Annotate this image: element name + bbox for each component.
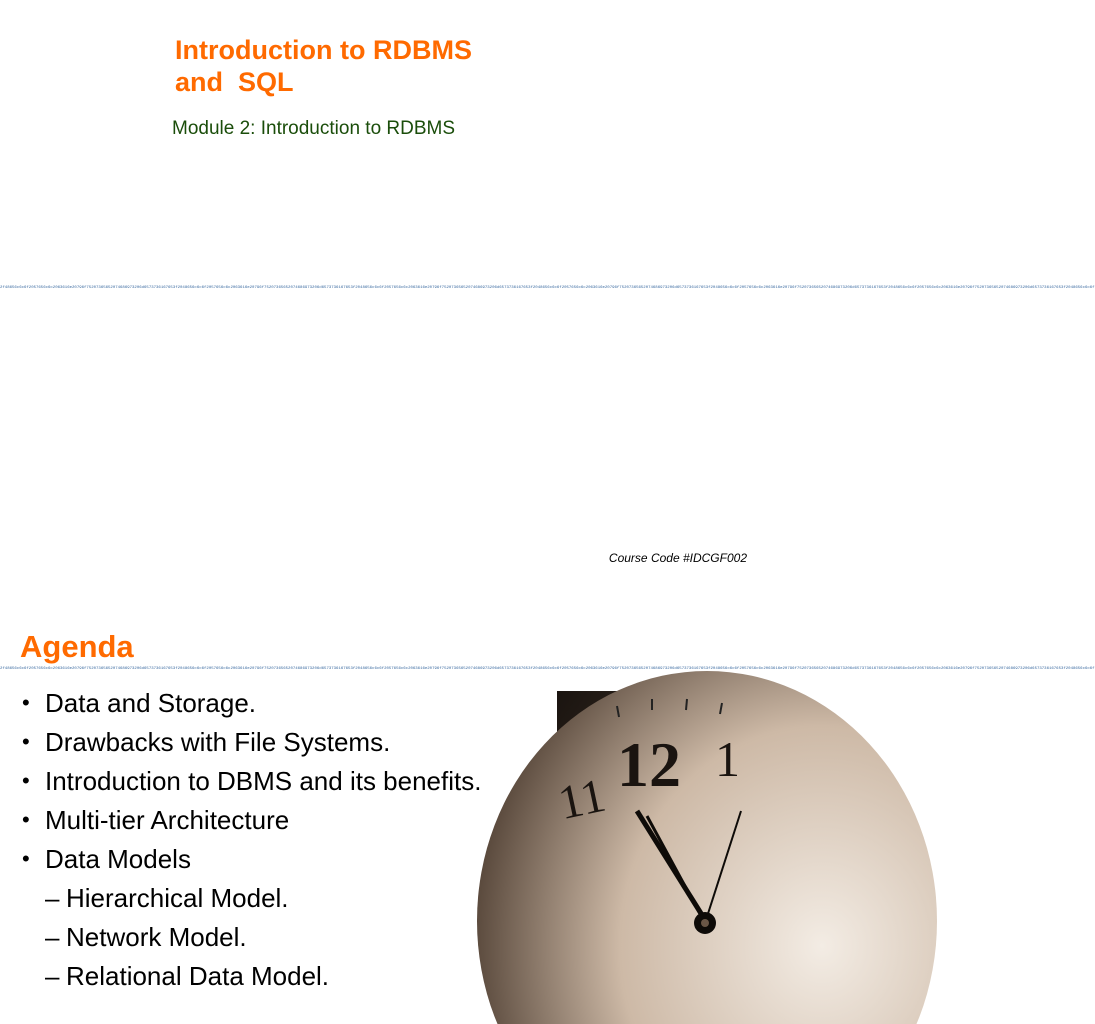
list-item: • Introduction to DBMS and its benefits. — [22, 766, 482, 796]
sub-list-item: – Relational Data Model. — [45, 961, 330, 991]
bullet-icon: • — [22, 768, 30, 793]
slide-title — [175, 34, 472, 98]
clock-icon — [553, 691, 741, 966]
svg-text:11: 11 — [553, 768, 611, 831]
slide-subtitle: Module 2: Introduction to RDBMS — [172, 118, 456, 139]
hex-watermark-line: 2f48656c6c6f2057656c6c2063616e20796f75207365652074686973206d6573736167653f2048656c6c6f2057656c6c2063616e20796f75207365652074686973206d6573736167653f2048656c6c6f2057656c6c2063616e20796f75207365652074686973206d6573736167653f2048656c6c6f2057656c6c2063616e20796f75207365652074686973206d6573736167653f2048656c6c6f2057656c6c2063616e20796f75207365652074686973206d6573736167653f2048656c6c6f2057656c6c2063616e20796f75207365652074686973206d6573736167653f2048656c6c6f — [0, 667, 1095, 671]
course-code: Course Code #IDCGF002 — [608, 551, 747, 565]
agenda-title: Agenda — [20, 629, 134, 664]
bullet-icon: • — [22, 807, 30, 832]
sub-list-item: – Hierarchical Model. — [45, 883, 289, 913]
dash-icon: – — [45, 922, 60, 952]
dash-icon: – — [45, 961, 60, 991]
list-item: • Data and Storage. — [22, 688, 257, 718]
bullet-icon: • — [22, 690, 30, 715]
bullet-icon: • — [22, 846, 30, 871]
hex-watermark-line: 2f48656c6c6f2057656c6c2063616e20796f75207365652074686973206d6573736167653f2048656c6c6f2057656c6c2063616e20796f75207365652074686973206d6573736167653f2048656c6c6f2057656c6c2063616e20796f75207365652074686973206d6573736167653f2048656c6c6f2057656c6c2063616e20796f75207365652074686973206d6573736167653f2048656c6c6f2057656c6c2063616e20796f75207365652074686973206d6573736167653f2048656c6c6f2057656c6c2063616e20796f75207365652074686973206d6573736167653f2048656c6c6f — [0, 286, 1095, 290]
agenda-list — [22, 687, 542, 999]
slide-title-line-2: and SQL — [175, 67, 294, 97]
svg-text:12: 12 — [617, 729, 681, 800]
svg-text:1: 1 — [715, 731, 740, 787]
slide-title-line-1: Introduction to RDBMS — [175, 35, 472, 65]
sub-list-item: – Network Model. — [45, 922, 247, 952]
list-item: • Drawbacks with File Systems. — [22, 727, 391, 757]
bullet-icon: • — [22, 729, 30, 754]
dash-icon: – — [45, 883, 60, 913]
agenda-slide — [0, 600, 1095, 1024]
list-item: • Multi-tier Architecture — [22, 805, 290, 835]
list-item: • Data Models — [22, 844, 191, 874]
